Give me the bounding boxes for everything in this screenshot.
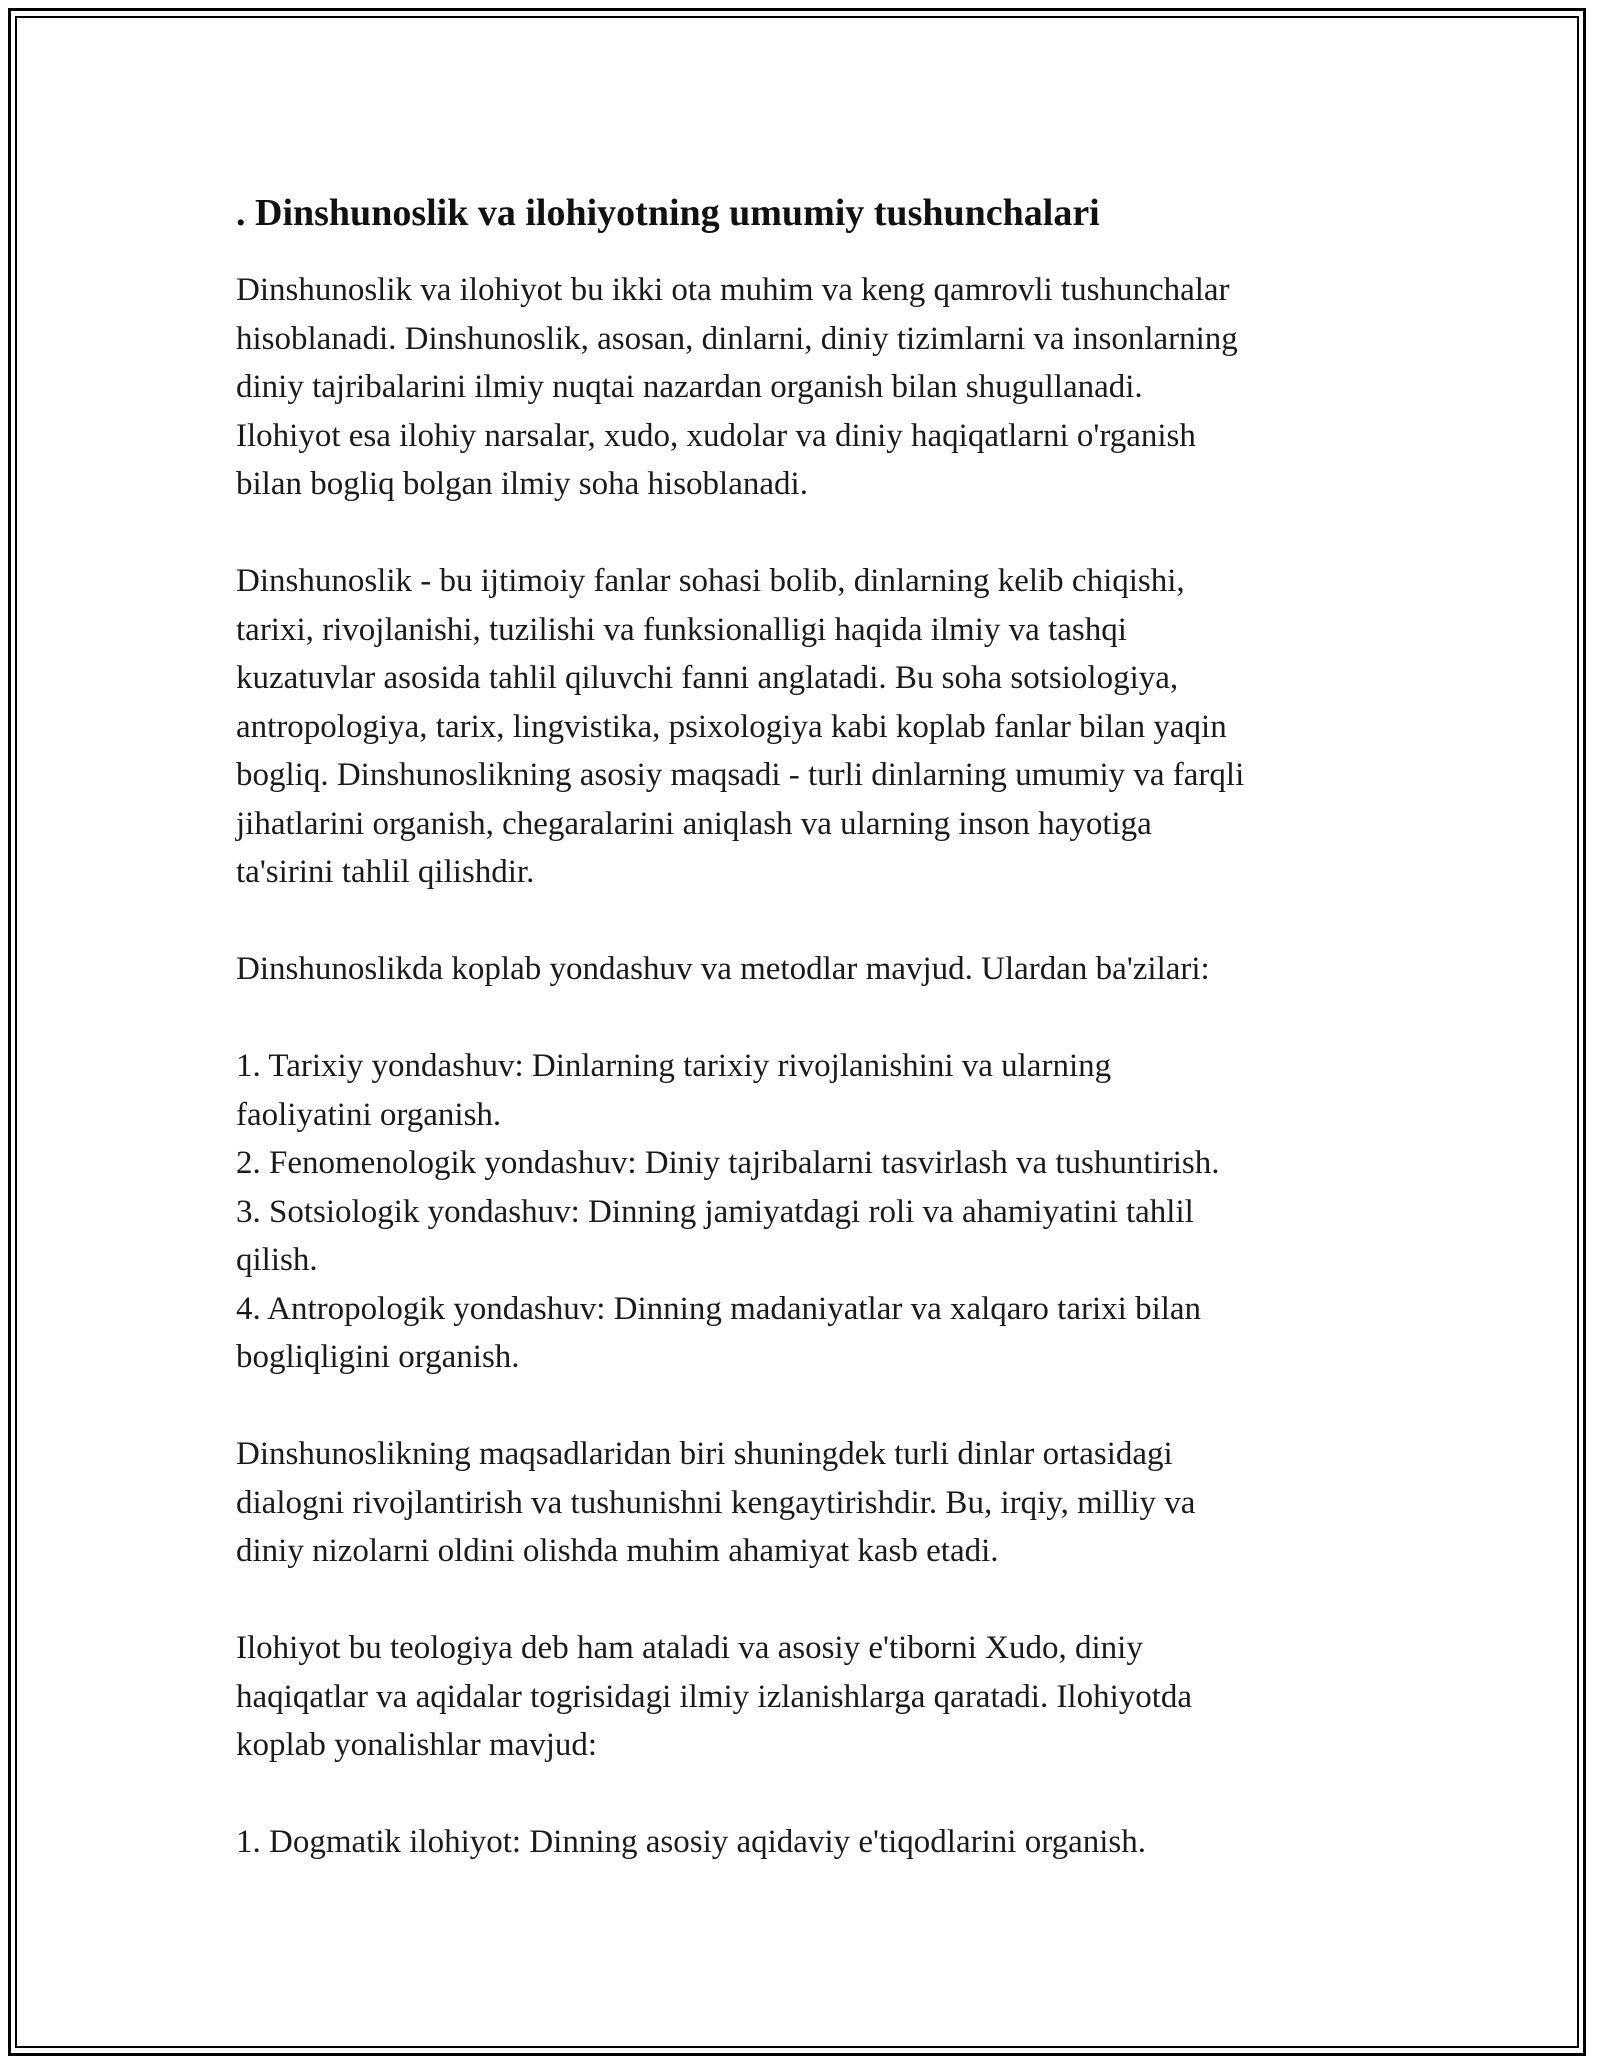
theology-directions-list [236,1818,1376,1867]
document-body [236,188,1376,1915]
list-item-approach: 2. Fenomenologik yondashuv: Diniy tajribalarni tasvirlash va tushuntirish. [236,1145,1220,1181]
paragraph-intro: Dinshunoslik va ilohiyot bu ikki ota muhim va keng qamrovli tushunchalar hisoblanadi. Dinshunoslik, asosan, dinlarni, diniy tizimlarni va insonlarning diniy tajribalarini ilmiy nuqtai nazardan organish bilan shugullanadi. Ilohiyot esa ilohiy narsalar, xudo, xudolar va diniy haqiqatlarni o'rganish bilan bogliq bolgan ilmiy soha hisoblanadi. [236,272,1238,502]
list-item-approach: 3. Sotsiologik yondashuv: Dinning jamiyatdagi roli va ahamiyatini tahlil qilish. [236,1193,1194,1278]
paragraph-ilohiyot-definition: Ilohiyot bu teologiya deb ham ataladi va asosiy e'tiborni Xudo, diniy haqiqatlar va aqidalar togrisidagi ilmiy izlanishlarga qaratadi. Ilohiyotda koplab yonalishlar mavjud: [236,1630,1193,1763]
paragraph-goals: Dinshunoslikning maqsadlaridan biri shuningdek turli dinlar ortasidagi dialogni rivojlantirish va tushunishni kengaytirishdir. Bu, irqiy, milliy va diniy nizolarni oldini olishda muhim ahamiyat kasb etadi. [236,1436,1196,1569]
paragraph-dinshunoslik-definition: Dinshunoslik - bu ijtimoiy fanlar sohasi bolib, dinlarning kelib chiqishi, tarixi, rivojlanishi, tuzilishi va funksionalligi haqida ilmiy va tashqi kuzatuvlar asosida tahlil qiluvchi fanni anglatadi. Bu soha sotsiologiya, antropologiya, tarix, lingvistika, psixologiya kabi koplab fanlar bilan yaqin bogliq. Dinshunoslikning asosiy maqsadi - turli dinlarning umumiy va farqli jihatlarini organish, chegaralarini aniqlash va ularning inson hayotiga ta'sirini tahlil qilishdir. [236,563,1245,890]
list-item-approach: 1. Tarixiy yondashuv: Dinlarning tarixiy rivojlanishini va ularning faoliyatini organish. [236,1048,1112,1133]
list-item-approach: 4. Antropologik yondashuv: Dinning madaniyatlar va xalqaro tarixi bilan bogliqligini organish. [236,1290,1202,1375]
list-item-direction: 1. Dogmatik ilohiyot: Dinning asosiy aqidaviy e'tiqodlarini organish. [236,1824,1146,1860]
approaches-list [236,1042,1376,1382]
paragraph-approaches-intro: Dinshunoslikda koplab yondashuv va metodlar mavjud. Ulardan ba'zilari: [236,951,1210,987]
document-title: . Dinshunoslik va ilohiyotning umumiy tushunchalari [236,192,1100,234]
